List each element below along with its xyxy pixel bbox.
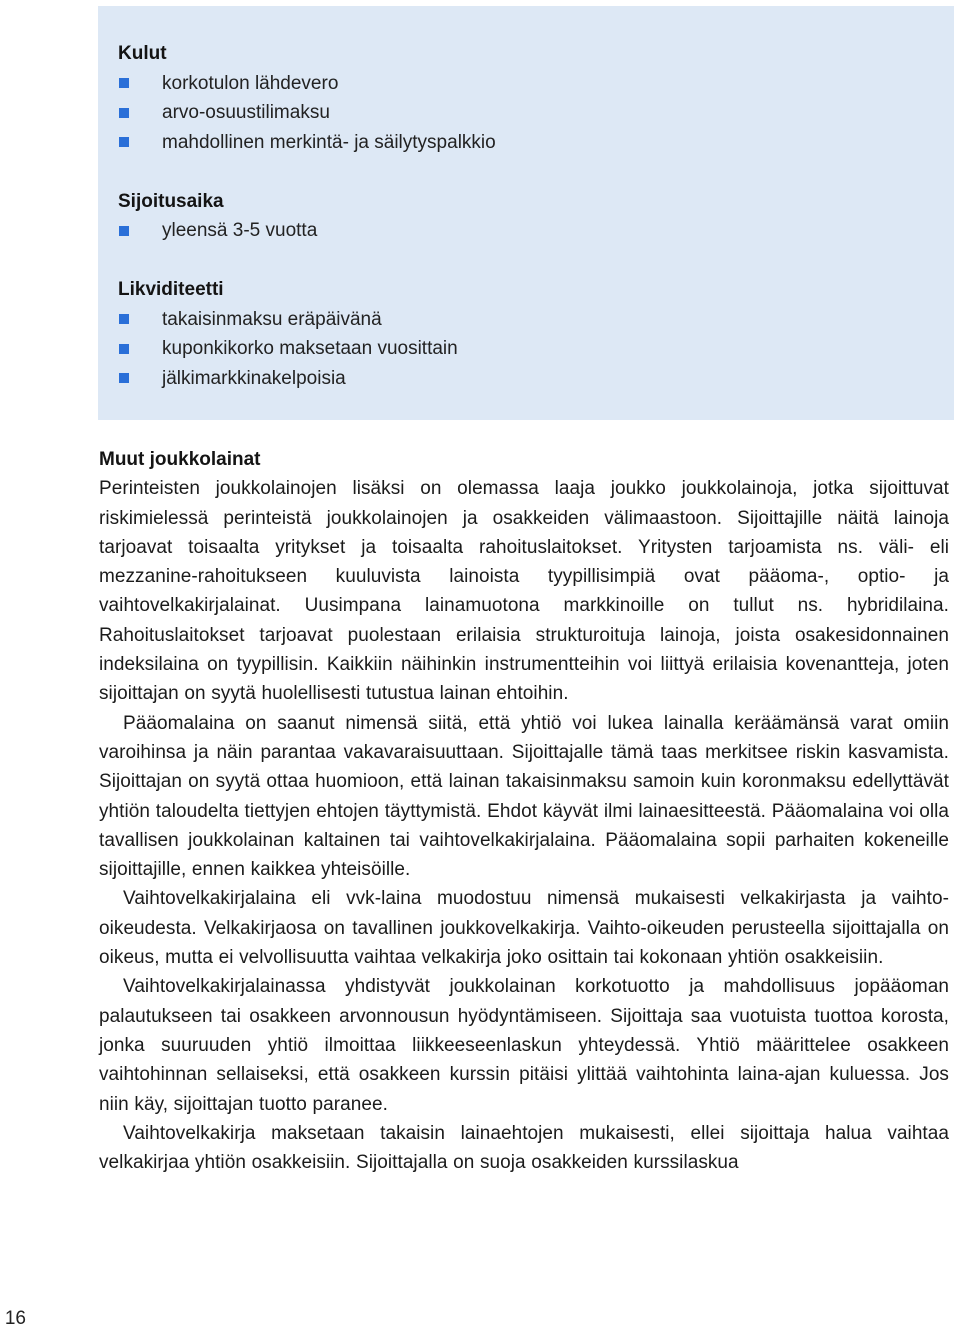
paragraph: Vaihtovelkakirja maksetaan takaisin lainaehtojen mukaisesti, ellei sijoittaja halua vaihtaa velkakirjaa yhtiön osakkeisiin. Sijoittajalla on suoja osakkeiden kurssilaskua <box>99 1122 949 1174</box>
list-item <box>118 305 944 335</box>
info-box <box>98 6 954 420</box>
paragraph: Vaihtovelkakirjalaina eli vvk-laina muodostuu nimensä mukaisesti velkakirjasta ja vaihto-oikeudesta. Velkakirjaosa on tavallinen joukkovelkakirja. Vaihto-oikeuden perusteella sijoittajalla on oikeus, mutta ei velvollisuutta vaihtaa velkakirja joko osittain tai kokonaan yhtiön osakkeisiin. <box>99 888 949 969</box>
spacer <box>118 246 944 276</box>
paragraph: Vaihtovelkakirjalainassa yhdistyvät joukkolainan korkotuotto ja mahdollisuus jopääoman palautukseen tai osakkeen arvonnousun hyödyntämiseen. Sijoittaja saa vuotuista tuottoa korosta, jonka suuruuden yhtiö ilmoittaa liikkeeseenlaskun yhteydessä. Yhtiö määrittelee osakkeen vaihtohinnan sellaiseksi, että osakkeen kurssin pitäisi ylittää vaihtohinta laina-ajan kuluessa. Jos niin käy, sijoittajan tuotto paranee. <box>99 976 949 1115</box>
paragraph: Pääomalaina on saanut nimensä siitä, että yhtiö voi lukea lainalla keräämänsä varat omiin varoihinsa ja näin parantaa vakavaraisuuttaan. Sijoittajalle tämä taas merkitsee riskin kasvamista. Sijoittajan on syytä ottaa huomioon, että lainan takaisinmaksu samoin kuin koronmaksu edellyttävät yhtiön taloudelta tiettyjen ehtojen täyttymistä. Ehdot käyvät ilmi lainaesitteestä. Pääomalaina voi olla tavallisen joukkolainan kaltainen tai vaihtovelkakirjalaina. Pääomalaina sopii parhaiten kokeneille sijoittajille, ennen kaikkea yhteisöille. <box>99 712 949 881</box>
list-item-text: kuponkikorko maksetaan vuosittain <box>162 338 458 359</box>
bullet-list-sijoitusaika <box>118 216 944 246</box>
spacer <box>118 157 944 187</box>
bullet-square-icon <box>119 344 129 354</box>
list-item-text: jälkimarkkinakelpoisia <box>162 367 346 389</box>
list-item-text: mahdollinen merkintä- ja säilytyspalkkio <box>162 131 496 153</box>
list-item <box>118 216 944 246</box>
bullet-list-likviditeetti <box>118 305 944 394</box>
list-item <box>118 98 944 128</box>
section-title-kulut: Kulut <box>118 43 167 64</box>
section-title-likviditeetti: Likviditeetti <box>118 279 224 300</box>
bullet-square-icon <box>119 226 129 236</box>
list-item <box>118 128 944 158</box>
section-title-sijoitusaika: Sijoitusaika <box>118 190 224 212</box>
bullet-square-icon <box>119 137 129 147</box>
bullet-square-icon <box>119 78 129 88</box>
list-item-text: arvo-osuustilimaksu <box>162 102 330 123</box>
bullet-square-icon <box>119 314 129 324</box>
list-item <box>118 334 944 364</box>
article-heading: Muut joukkolainat <box>99 449 261 470</box>
article-body <box>99 445 949 1177</box>
bullet-square-icon <box>119 373 129 383</box>
info-box-content <box>118 39 944 393</box>
list-item-text: takaisinmaksu eräpäivänä <box>162 308 382 330</box>
list-item <box>118 69 944 99</box>
bullet-list-kulut <box>118 69 944 158</box>
list-item-text: korkotulon lähdevero <box>162 72 339 94</box>
list-item-text: yleensä 3-5 vuotta <box>162 220 318 241</box>
list-item <box>118 364 944 394</box>
page-number: 16 <box>4 1308 26 1329</box>
paragraph: Perinteisten joukkolainojen lisäksi on olemassa laaja joukko joukkolainoja, jotka sijoittuvat riskimielessä perinteistä joukkolainojen ja osakkeiden välimaastoon. Sijoittajille näitä lainoja tarjoavat toisaalta yritykset ja toisaalta rahoituslaitokset. Yritysten tarjoamista ns. väli- eli mezzanine-rahoitukseen kuuluvista lainoista tyypillisimpiä ovat pääoma-, optio- ja vaihtovelkakirjalainat. Uusimpana lainamuotona markkinoille on tullut ns. hybridilaina. Rahoituslaitokset tarjoavat puolestaan erilaisia strukturoituja lainoja, joista osakesidonnainen indeksilaina on tyypillisin. Kaikkiin näihinkin instrumentteihin voi liittyä erilaisia kovenantteja, joten sijoittajan on syytä huolellisesti tutustua lainan ehtoihin. <box>99 478 949 705</box>
bullet-square-icon <box>119 108 129 118</box>
